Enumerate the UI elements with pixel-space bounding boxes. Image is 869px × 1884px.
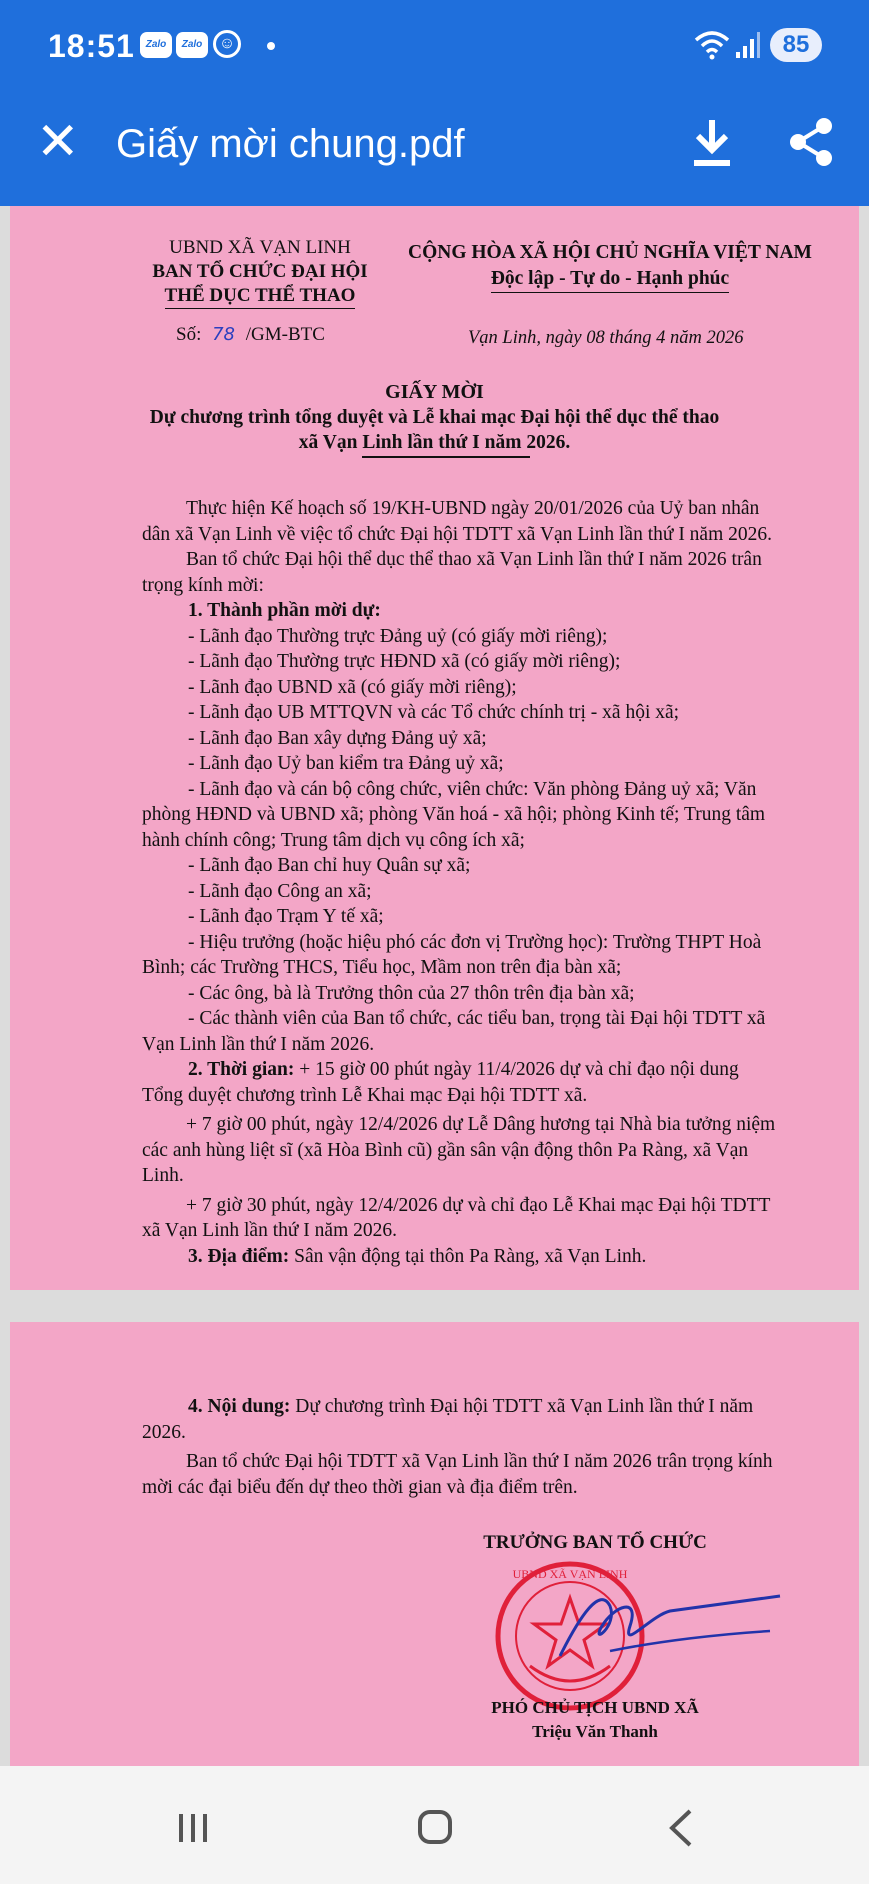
time-line: Tổng duyệt chương trình Lễ Khai mạc Đại hội TDTT xã. xyxy=(142,1084,588,1106)
zalo-notification-icon-2: Zalo xyxy=(176,32,208,58)
list-item: - Lãnh đạo Trạm Y tế xã; xyxy=(188,906,384,927)
heading: GIẤY MỜI xyxy=(385,381,484,403)
list-item: - Lãnh đạo Ban xây dựng Đảng uỷ xã; xyxy=(188,727,487,749)
list-item: - Lãnh đạo Uỷ ban kiểm tra Đảng uỷ xã; xyxy=(188,753,504,774)
time-line: + 7 giờ 30 phút, ngày 12/4/2026 dự và chỉ đạo Lễ Khai mạc Đại hội TDTT xyxy=(186,1194,771,1216)
content-label: 4. Nội dung: xyxy=(188,1396,291,1417)
subheading-line-2: xã Vạn Linh lần thứ I năm 2026. xyxy=(298,432,571,453)
status-time: 18:51 xyxy=(48,28,135,64)
list-item: - Các ông, bà là Trưởng thôn của 27 thôn trên địa bàn xã; xyxy=(188,982,635,1004)
back-icon[interactable] xyxy=(666,1808,696,1848)
content-line: 2026. xyxy=(142,1421,186,1443)
more-notifications-dot-icon xyxy=(267,42,275,50)
seal-text: UBND XÃ VẠN LINH xyxy=(512,1567,628,1581)
pdf-page-2[interactable] xyxy=(10,1322,859,1766)
content-line xyxy=(142,1394,790,1420)
document-date: Vạn Linh, ngày 08 tháng 4 năm 2026 xyxy=(468,328,744,348)
place-label: 3. Địa điểm: xyxy=(188,1245,290,1267)
time-line: các anh hùng liệt sĩ (xã Hòa Bình cũ) gần sân vận động thôn Pa Ràng, xã Vạn xyxy=(142,1139,749,1161)
org-line-1: UBND XÃ VẠN LINH xyxy=(169,237,351,258)
zalo-notification-icon: Zalo xyxy=(140,32,172,58)
wifi-icon xyxy=(694,30,730,60)
list-item: - Lãnh đạo Thường trực HĐND xã (có giấy mời riêng); xyxy=(188,651,621,672)
document-number-label: Số: xyxy=(176,324,202,345)
time-line xyxy=(142,1057,790,1083)
document-title: Giấy mời chung.pdf xyxy=(116,122,465,166)
list-item-cont: Bình; các Trường THCS, Tiểu học, Mầm non trên địa bàn xã; xyxy=(142,957,622,978)
letter-body xyxy=(142,496,790,1269)
signer-role: PHÓ CHỦ TỊCH UBND XÃ xyxy=(491,1698,699,1717)
system-navigation-bar xyxy=(0,1766,869,1884)
place-value: Sân vận động tại thôn Pa Ràng, xã Vạn Linh. xyxy=(289,1245,647,1267)
pdf-page-1[interactable] xyxy=(10,206,859,1290)
list-item-cont: Vạn Linh lần thứ I năm 2026. xyxy=(142,1033,375,1055)
list-item: - Lãnh đạo UBND xã (có giấy mời riêng); xyxy=(188,676,517,698)
subheading-underline xyxy=(362,456,530,458)
document-number-suffix: /GM-BTC xyxy=(245,324,325,345)
nation-header xyxy=(400,240,820,293)
org-header xyxy=(130,236,390,309)
list-item: - Lãnh đạo UB MTTQVN và các Tổ chức chính trị - xã hội xã; xyxy=(188,702,680,723)
status-bar xyxy=(0,0,869,86)
list-item: - Hiệu trưởng (hoặc hiệu phó các đơn vị Trường học): Trường THPT Hoà xyxy=(188,931,762,953)
time-line: + 7 giờ 00 phút, ngày 12/4/2026 dự Lễ Dâng hương tại Nhà bia tưởng niệm xyxy=(186,1114,776,1135)
close-icon[interactable]: ✕ xyxy=(36,113,80,171)
closing-line: Ban tổ chức Đại hội TDTT xã Vạn Linh lần thứ I năm 2026 trân trọng kính xyxy=(186,1451,773,1472)
app-bar xyxy=(0,86,869,206)
recent-apps-icon[interactable] xyxy=(176,1812,210,1844)
document-number xyxy=(176,324,325,346)
signer-title: TRƯỞNG BAN TỔ CHỨC xyxy=(483,1532,707,1553)
signer-name: Triệu Văn Thanh xyxy=(532,1722,658,1741)
time-value-1a: + 15 giờ 00 phút ngày 11/4/2026 dự và chỉ đạo nội dung xyxy=(294,1059,739,1080)
nation-line-1: CỘNG HÒA XÃ HỘI CHỦ NGHĨA VIỆT NAM xyxy=(408,242,812,263)
handwritten-number: 78 xyxy=(212,324,236,345)
official-seal-and-signature xyxy=(490,1556,790,1716)
section-heading-1: 1. Thành phần mời dự: xyxy=(188,600,381,621)
letter-body-page-2 xyxy=(142,1394,790,1500)
battery-indicator: 85 xyxy=(770,28,822,62)
body-line: Thực hiện Kế hoạch số 19/KH-UBND ngày 20/01/2026 của Uỷ ban nhân xyxy=(186,498,760,519)
time-label: 2. Thời gian: xyxy=(188,1059,295,1080)
time-line: xã Vạn Linh lần thứ I năm 2026. xyxy=(142,1220,397,1241)
list-item: - Các thành viên của Ban tổ chức, các tiểu ban, trọng tài Đại hội TDTT xã xyxy=(188,1008,766,1029)
list-item-cont: hành chính công; Trung tâm dịch vụ công ích xã; xyxy=(142,829,525,851)
place-line xyxy=(142,1244,790,1270)
list-item: - Lãnh đạo Thường trực Đảng uỷ (có giấy mời riêng); xyxy=(188,625,608,647)
share-icon[interactable] xyxy=(786,114,836,170)
body-line: Ban tổ chức Đại hội thể dục thể thao xã Vạn Linh lần thứ I năm 2026 trân xyxy=(186,549,762,570)
body-line: dân xã Vạn Linh về việc tổ chức Đại hội TDTT xã Vạn Linh lần thứ I năm 2026. xyxy=(142,523,773,545)
body-line: trọng kính mời: xyxy=(142,574,264,596)
list-item: - Lãnh đạo và cán bộ công chức, viên chức: Văn phòng Đảng uỷ xã; Văn xyxy=(188,778,757,800)
time-line: Linh. xyxy=(142,1165,184,1186)
org-line-3: THỂ DỤC THỂ THAO xyxy=(165,284,356,309)
smiley-notification-icon: ☺ xyxy=(213,30,241,58)
list-item: - Lãnh đạo Ban chỉ huy Quân sự xã; xyxy=(188,855,471,876)
list-item: - Lãnh đạo Công an xã; xyxy=(188,880,372,902)
closing-line: mời các đại biểu đến dự theo thời gian và địa điểm trên. xyxy=(142,1476,578,1498)
nation-line-2: Độc lập - Tự do - Hạnh phúc xyxy=(491,266,729,293)
signal-icon xyxy=(734,30,760,60)
subheading-line-1: Dự chương trình tổng duyệt và Lễ khai mạc Đại hội thể dục thể thao xyxy=(149,407,720,428)
content-value: Dự chương trình Đại hội TDTT xã Vạn Linh lần thứ I năm xyxy=(290,1396,754,1417)
list-item-cont: phòng HĐND và UBND xã; phòng Văn hoá - xã hội; phòng Kinh tế; Trung tâm xyxy=(142,804,766,825)
home-icon[interactable] xyxy=(418,1810,452,1844)
org-line-2: BAN TỔ CHỨC ĐẠI HỘI xyxy=(152,261,368,282)
download-icon[interactable] xyxy=(690,112,734,172)
